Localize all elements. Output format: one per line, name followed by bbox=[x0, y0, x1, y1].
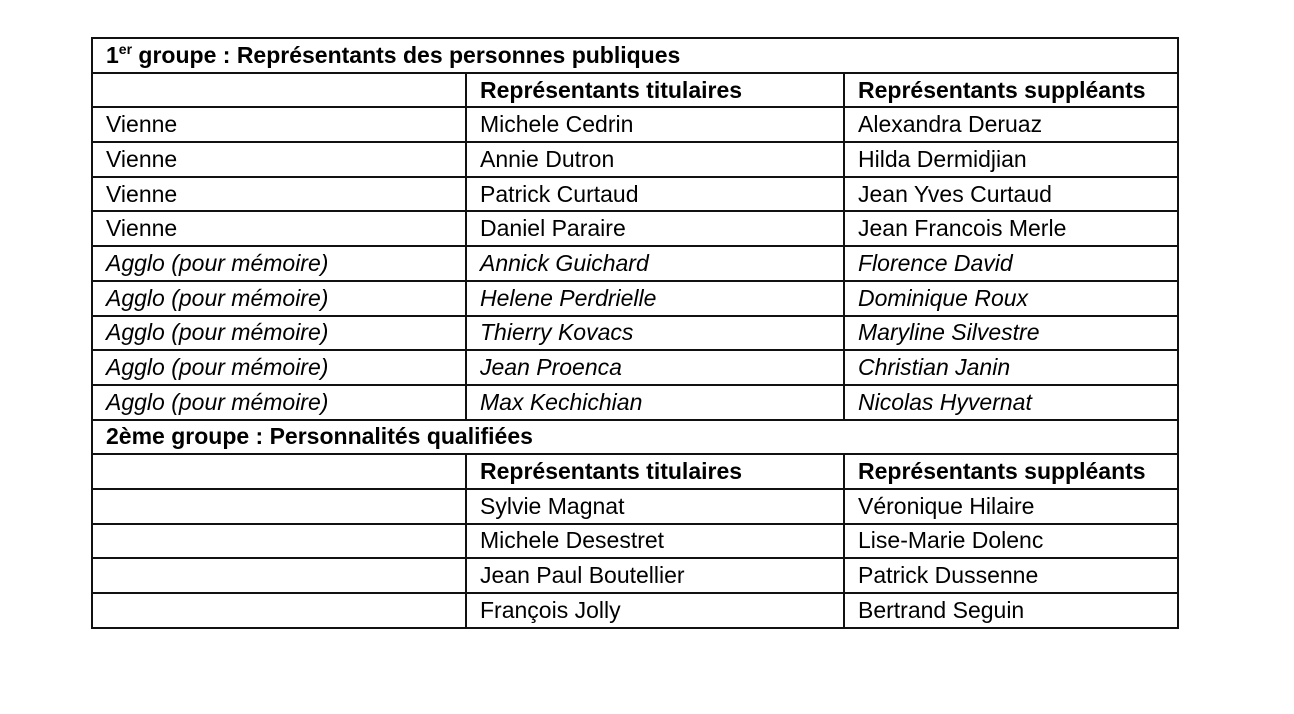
entity-cell bbox=[92, 593, 466, 628]
group1-header-empty bbox=[92, 73, 466, 108]
suppleant-cell: Alexandra Deruaz bbox=[844, 107, 1178, 142]
titulaire-cell: Daniel Paraire bbox=[466, 211, 844, 246]
group1-header-suppleants: Représentants suppléants bbox=[844, 73, 1178, 108]
table-row bbox=[92, 177, 1178, 212]
titulaire-cell: Michele Desestret bbox=[466, 524, 844, 559]
entity-cell: Agglo (pour mémoire) bbox=[92, 385, 466, 420]
table-row bbox=[92, 558, 1178, 593]
suppleant-cell: Bertrand Seguin bbox=[844, 593, 1178, 628]
group1-title-sup: er bbox=[118, 40, 133, 57]
table-row bbox=[92, 524, 1178, 559]
group1-header-row bbox=[92, 73, 1178, 108]
titulaire-cell: Jean Proenca bbox=[466, 350, 844, 385]
titulaire-cell: Michele Cedrin bbox=[466, 107, 844, 142]
table-row bbox=[92, 350, 1178, 385]
suppleant-cell: Hilda Dermidjian bbox=[844, 142, 1178, 177]
entity-cell: Vienne bbox=[92, 177, 466, 212]
entity-cell bbox=[92, 489, 466, 524]
entity-cell: Agglo (pour mémoire) bbox=[92, 350, 466, 385]
group1-title-rest: : Représentants des personnes publiques bbox=[216, 41, 681, 68]
titulaire-cell: Helene Perdrielle bbox=[466, 281, 844, 316]
group2-header-row bbox=[92, 454, 1178, 489]
suppleant-cell: Maryline Silvestre bbox=[844, 316, 1178, 351]
table-row bbox=[92, 281, 1178, 316]
titulaire-cell: Thierry Kovacs bbox=[466, 316, 844, 351]
titulaire-cell: Annie Dutron bbox=[466, 142, 844, 177]
table-row bbox=[92, 246, 1178, 281]
entity-cell: Vienne bbox=[92, 142, 466, 177]
titulaire-cell: Max Kechichian bbox=[466, 385, 844, 420]
suppleant-cell: Jean Yves Curtaud bbox=[844, 177, 1178, 212]
suppleant-cell: Lise-Marie Dolenc bbox=[844, 524, 1178, 559]
entity-cell bbox=[92, 558, 466, 593]
group2-header-suppleants: Représentants suppléants bbox=[844, 454, 1178, 489]
table-row bbox=[92, 211, 1178, 246]
suppleant-cell: Florence David bbox=[844, 246, 1178, 281]
suppleant-cell: Dominique Roux bbox=[844, 281, 1178, 316]
table-row bbox=[92, 385, 1178, 420]
suppleant-cell: Véronique Hilaire bbox=[844, 489, 1178, 524]
titulaire-cell: Patrick Curtaud bbox=[466, 177, 844, 212]
suppleant-cell: Patrick Dussenne bbox=[844, 558, 1178, 593]
titulaire-cell: Sylvie Magnat bbox=[466, 489, 844, 524]
group2-title-row bbox=[92, 420, 1178, 455]
entity-cell: Agglo (pour mémoire) bbox=[92, 316, 466, 351]
entity-cell: Agglo (pour mémoire) bbox=[92, 246, 466, 281]
suppleant-cell: Christian Janin bbox=[844, 350, 1178, 385]
table-row bbox=[92, 316, 1178, 351]
group1-header-titulaires: Représentants titulaires bbox=[466, 73, 844, 108]
representatives-table bbox=[91, 37, 1179, 629]
titulaire-cell: Annick Guichard bbox=[466, 246, 844, 281]
group1-title bbox=[92, 38, 1178, 73]
suppleant-cell: Nicolas Hyvernat bbox=[844, 385, 1178, 420]
table-row bbox=[92, 142, 1178, 177]
group1-title-word: groupe bbox=[132, 41, 217, 68]
group1-title-row bbox=[92, 38, 1178, 73]
titulaire-cell: François Jolly bbox=[466, 593, 844, 628]
entity-cell: Vienne bbox=[92, 211, 466, 246]
entity-cell bbox=[92, 524, 466, 559]
table-row bbox=[92, 593, 1178, 628]
suppleant-cell: Jean Francois Merle bbox=[844, 211, 1178, 246]
table-row bbox=[92, 489, 1178, 524]
group1-title-num: 1 bbox=[106, 41, 119, 68]
group2-title: 2ème groupe : Personnalités qualifiées bbox=[92, 420, 1178, 455]
entity-cell: Agglo (pour mémoire) bbox=[92, 281, 466, 316]
titulaire-cell: Jean Paul Boutellier bbox=[466, 558, 844, 593]
entity-cell: Vienne bbox=[92, 107, 466, 142]
group2-header-titulaires: Représentants titulaires bbox=[466, 454, 844, 489]
table-row bbox=[92, 107, 1178, 142]
group2-header-empty bbox=[92, 454, 466, 489]
